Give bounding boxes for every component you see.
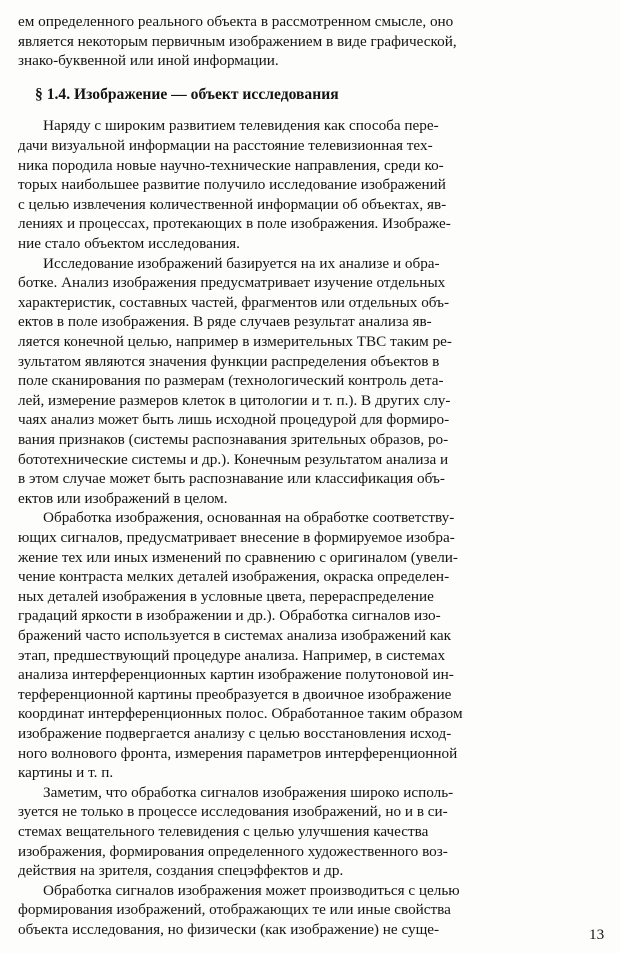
- text-line: дачи визуальной информации на расстояние телевизионная тех-: [18, 137, 433, 154]
- text-line: бототехнические системы и др.). Конечным результатом анализа и: [18, 450, 449, 468]
- text-line: является некоторым первичным изображением в виде графической,: [18, 32, 457, 50]
- text-line: картины и т. п.: [18, 764, 114, 782]
- page-number: 13: [589, 926, 605, 943]
- text-line: ника породила новые научно-технические направления, среди ко-: [18, 156, 444, 174]
- text-line: чение контраста мелких деталей изображения, окраска определен-: [18, 568, 450, 586]
- text-line: лениях и процессах, протекающих в поле изображения. Изображе-: [18, 215, 451, 233]
- text-line: Наряду с широким развитием телевидения как способа пере-: [43, 117, 439, 135]
- text-line: ботке. Анализ изображения предусматривает изучение отдельных: [18, 274, 446, 292]
- text-line: действия на зрителя, создания спецэффектов и др.: [18, 862, 344, 880]
- text-line: ние стало объектом исследования.: [18, 235, 240, 252]
- text-line: ного волнового фронта, измерения параметров интерференционной: [18, 744, 458, 762]
- text-line: Исследование изображений базируется на их анализе и обра-: [43, 254, 440, 272]
- text-line: формирования изображений, отображающих те или иные свойства: [18, 901, 451, 919]
- text-line: вания признаков (системы распознавания зрительных образов, ро-: [18, 431, 449, 448]
- text-line: Обработка сигналов изображения может производиться с целью: [43, 881, 460, 899]
- text-line: Заметим, что обработка сигналов изображения широко исполь-: [43, 783, 454, 801]
- text-line: ектов или изображений в целом.: [18, 489, 228, 507]
- text-line: ющих сигналов, предусматривает внесение в формируемое изобра-: [18, 529, 455, 546]
- text-line: координат интерференционных полос. Обработанное таким образом: [18, 705, 463, 723]
- text-line: с целью извлечения количественной информации об объектах, яв-: [18, 195, 447, 213]
- text-line: торых наибольшее развитие получило исследование изображений: [18, 176, 446, 194]
- text-line: объекта исследования, но физически (как изображение) не суще-: [18, 921, 440, 938]
- text-line: жение тех или иных изменений по сравнению с оригиналом (увели-: [18, 548, 458, 566]
- text-line: анализа интерференционных картин изображение полутоновой ин-: [18, 666, 454, 684]
- text-line: в этом случае может быть распознавание или классификация объ-: [18, 470, 445, 488]
- text-line: ем определенного реального объекта в рассмотренном смысле, оно: [18, 13, 454, 30]
- text-line: зультатом являются значения функции распределения объектов в: [18, 352, 440, 370]
- text-line: стемах вещательного телевидения с целью улучшения качества: [18, 823, 429, 840]
- text-line: бражений часто используется в системах анализа изображений как: [18, 627, 452, 644]
- text-line: зуется не только в процессе исследования изображений, но и в си-: [18, 803, 448, 821]
- text-line: знако-буквенной или иной информации.: [18, 52, 279, 70]
- text-line: Обработка изображения, основанная на обработке соответству-: [43, 509, 455, 527]
- text-line: терференционной картины преобразуется в двоичное изображение: [18, 685, 452, 703]
- text-line: ектов в поле изображения. В ряде случаев результат анализа яв-: [18, 313, 432, 331]
- text-line: лей, измерение размеров клеток в цитологии и т. п.). В других слу-: [18, 391, 451, 409]
- text-line: чаях анализ может быть лишь исходной процедурой для формиро-: [18, 411, 450, 429]
- text-line: изображения, формирования определенного художественного воз-: [18, 842, 448, 860]
- section-heading: § 1.4. Изображение — объект исследования: [35, 85, 339, 103]
- text-line: характеристик, составных частей, фрагментов или отдельных объ-: [18, 293, 450, 311]
- text-line: изображение подвергается анализу с целью восстановления исход-: [18, 725, 452, 742]
- text-line: ляется конечной целью, например в измерительных ТВС таким ре-: [18, 333, 452, 350]
- text-line: поле сканирования по размерам (технологический контроль дета-: [18, 372, 444, 390]
- text-line: ных деталей изображения в условные цвета, перераспределение: [18, 587, 434, 605]
- text-line: градаций яркости в изображении и др.). Обработка сигналов изо-: [18, 607, 441, 625]
- text-line: этап, предшествующий процедуре анализа. Например, в системах: [18, 646, 446, 664]
